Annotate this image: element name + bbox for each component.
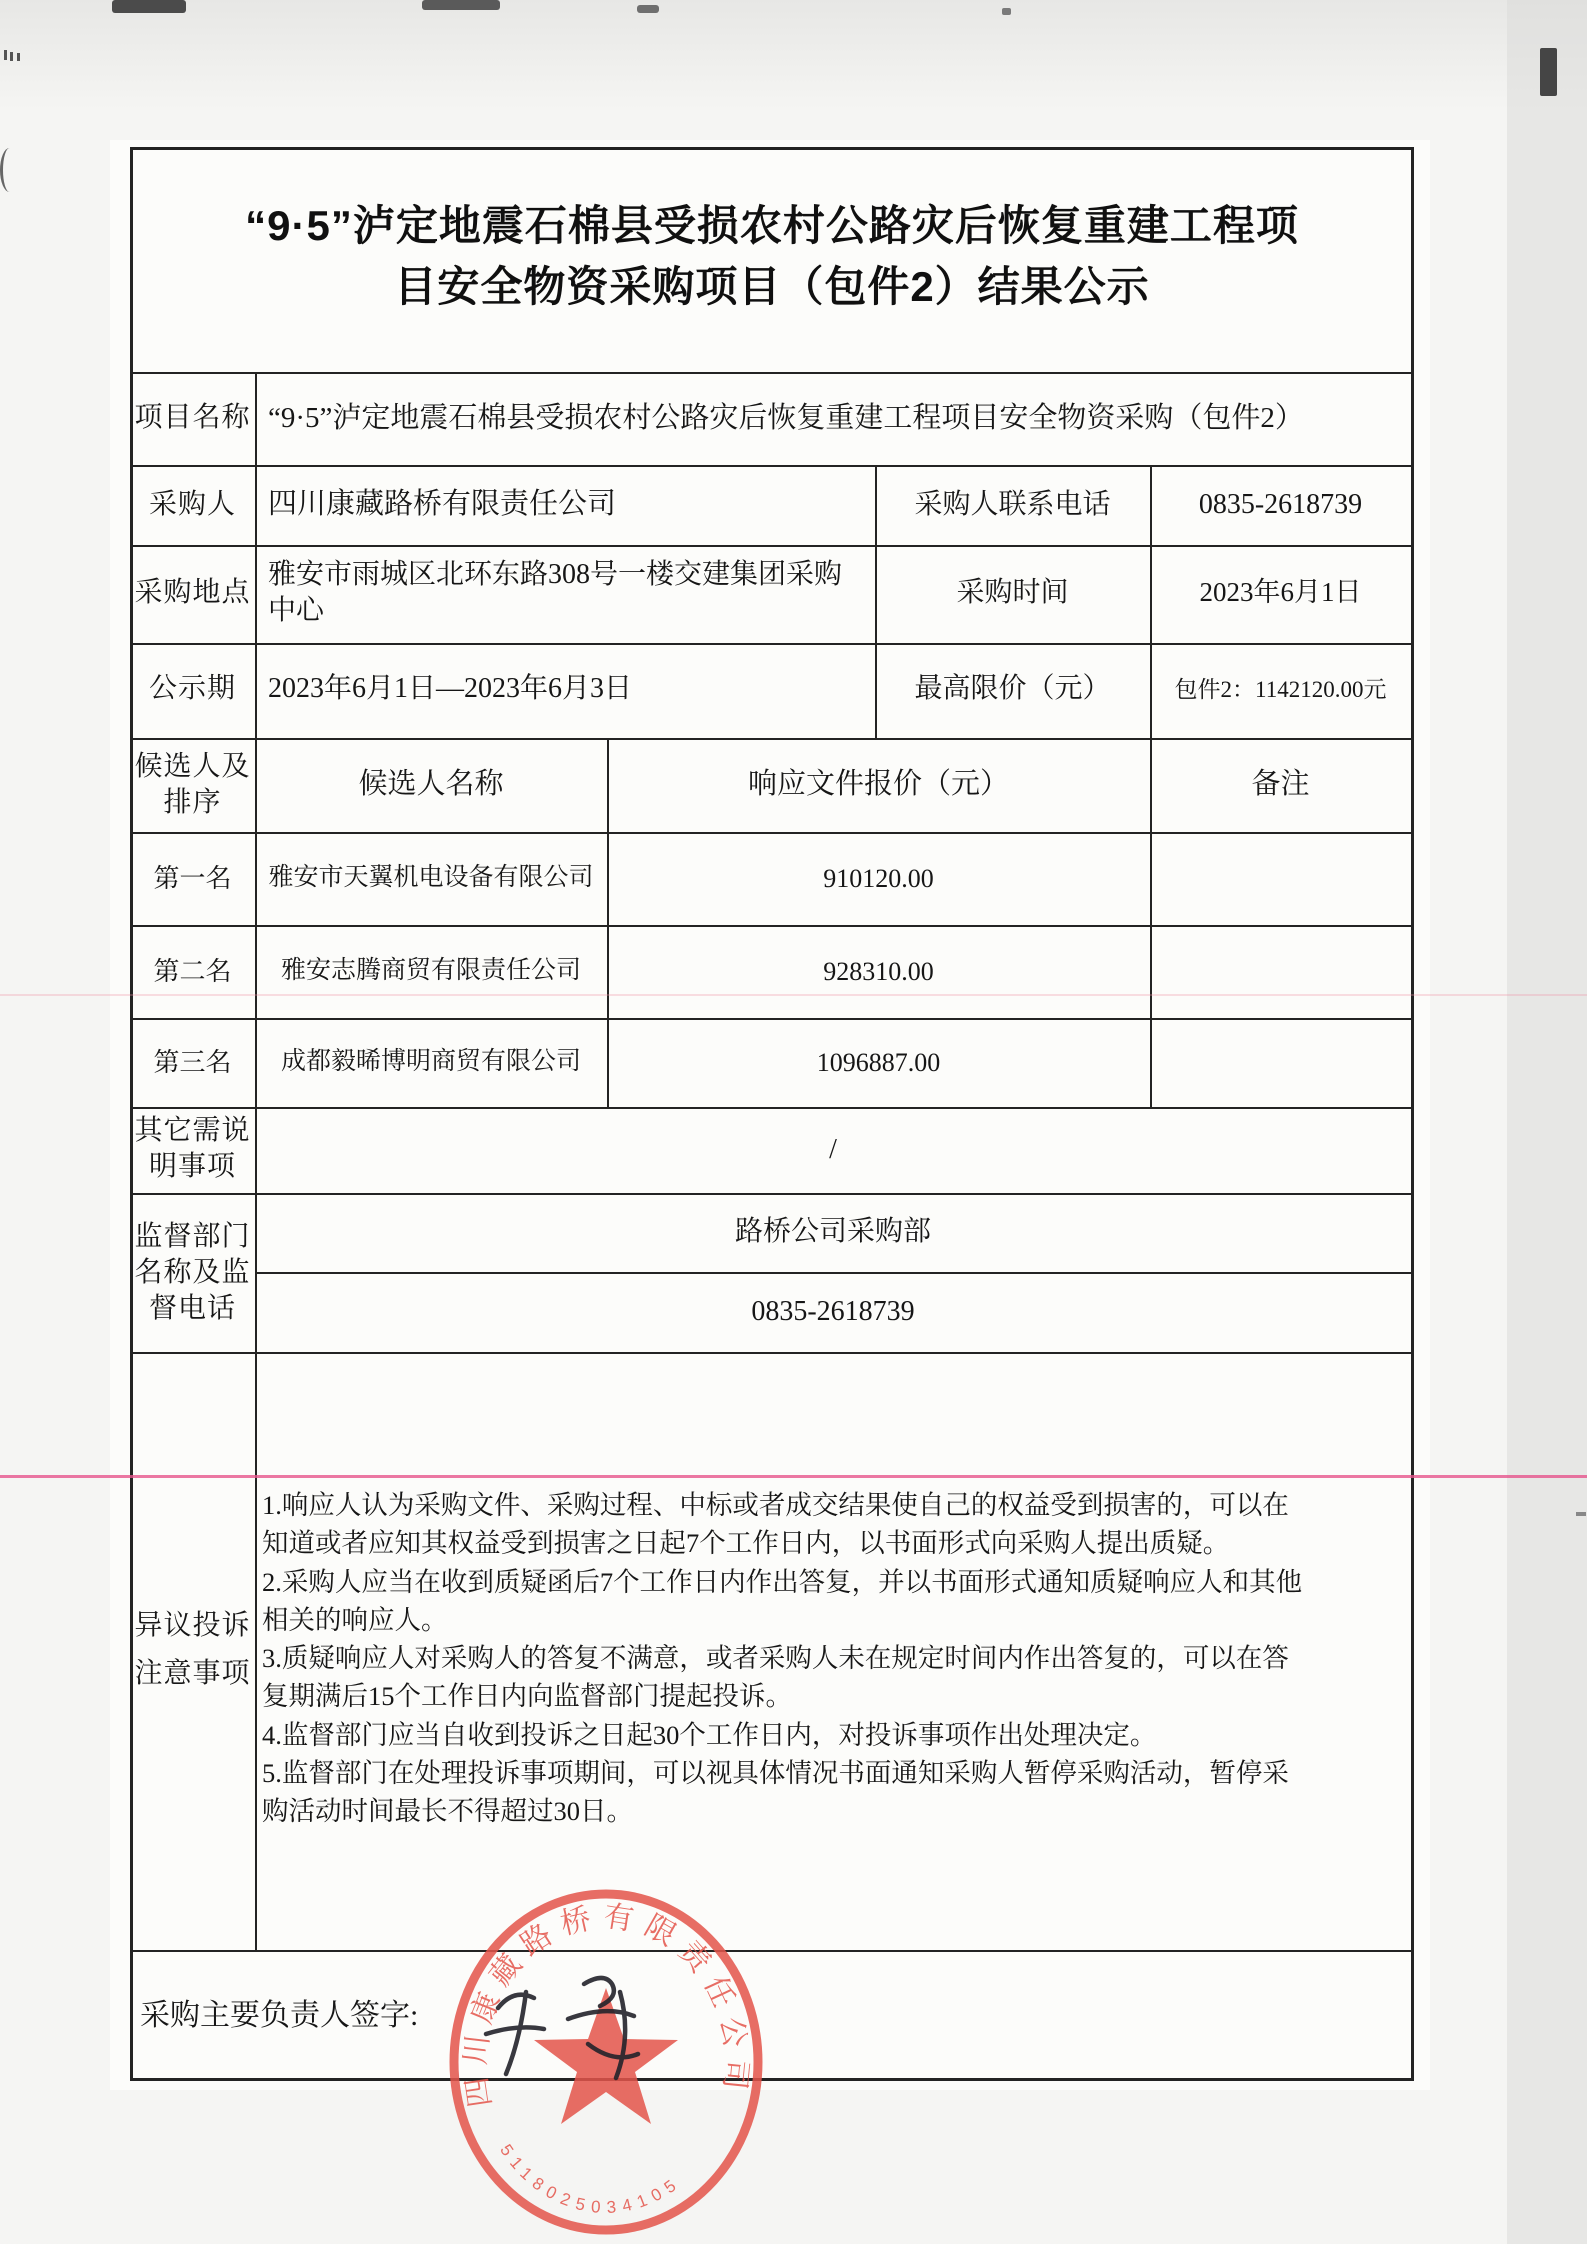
- publicity-period-label: 公示期: [148, 673, 236, 705]
- scan-shading-right: [1507, 0, 1587, 2244]
- purchaser-phone-label: 采购人联系电话: [914, 488, 1111, 520]
- objection-label: 异议投诉注意事项: [134, 1610, 251, 1689]
- table-line: [130, 372, 1414, 374]
- table-line: [1150, 465, 1152, 1107]
- candidate-rank: 第三名: [153, 1047, 232, 1077]
- table-line: [130, 465, 1414, 467]
- scan-speck: [1576, 1512, 1586, 1516]
- scan-smudge: [422, 0, 500, 10]
- document-title: [140, 196, 1404, 318]
- candidate-remark: [1152, 927, 1409, 1016]
- objection-line: 4.监督部门应当自收到投诉之日起30个工作日内，对投诉事项作出处理决定。: [262, 1719, 1157, 1750]
- table-line: [130, 1107, 1414, 1109]
- table-line: [130, 545, 1414, 547]
- purchase-time-label: 采购时间: [956, 576, 1069, 608]
- candidate-remark: [1152, 1020, 1409, 1105]
- purchaser-phone-value: 0835-2618739: [1198, 488, 1363, 520]
- signature-handwriting: [470, 1962, 680, 2092]
- price-limit-value: 包件2：1142120.00元: [1174, 676, 1387, 702]
- scan-smudge: [1540, 48, 1557, 96]
- table-border-top: [130, 147, 1414, 150]
- objection-line: 3.质疑响应人对采购人的答复不满意，或者采购人未在规定时间内作出答复的，可以在答: [262, 1643, 1289, 1674]
- objection-line: 购活动时间最长不得超过30日。: [262, 1796, 633, 1827]
- scan-shading-top: [0, 0, 1587, 110]
- objection-text: [262, 1486, 1405, 1831]
- candidate-name: 成都毅晞博明商贸有限公司: [280, 1048, 581, 1076]
- location-value: 雅安市雨城区北环东路308号一楼交建集团采购中心: [268, 558, 843, 626]
- scan-pink-line: [0, 1475, 1587, 1478]
- scan-smudge: [112, 0, 186, 13]
- table-line: [130, 738, 1414, 740]
- location-label: 采购地点: [134, 576, 251, 608]
- scan-speck: [10, 52, 13, 61]
- publicity-period-value: 2023年6月1日—2023年6月3日: [268, 673, 633, 705]
- candidate-name: 雅安志腾商贸有限责任公司: [280, 957, 581, 985]
- scan-smudge: [1002, 8, 1011, 15]
- supervision-department: 路桥公司采购部: [734, 1216, 931, 1248]
- candidate-bid: 1096887.00: [816, 1047, 941, 1077]
- project-name-value: “9·5”泸定地震石棉县受损农村公路灾后恢复重建工程项目安全物资采购（包件2）: [268, 401, 1304, 434]
- table-line: [130, 1018, 1414, 1020]
- objection-line: 相关的响应人。: [262, 1604, 448, 1635]
- signature-label: 采购主要负责人签字:: [140, 1998, 419, 2032]
- candidate-rank: 第二名: [153, 956, 232, 986]
- table-line: [130, 1193, 1414, 1195]
- candidate-remark: [1152, 834, 1409, 923]
- candidate-remark-header: 备注: [1251, 768, 1310, 801]
- table-line: [130, 925, 1414, 927]
- stamp-number-text: 5118025034105: [496, 2140, 686, 2218]
- table-border-left: [130, 147, 133, 2081]
- candidate-bid: 910120.00: [823, 863, 934, 893]
- objection-line: 知道或者应知其权益受到损害之日起7个工作日内，以书面形式向采购人提出质疑。: [262, 1528, 1230, 1559]
- objection-line: 2.采购人应当在收到质疑函后7个工作日内作出答复，并以书面形式通知质疑响应人和其他: [262, 1566, 1303, 1597]
- purchase-time-value: 2023年6月1日: [1199, 577, 1362, 608]
- scan-smudge: [637, 5, 659, 13]
- table-line: [255, 372, 257, 1950]
- price-limit-label: 最高限价（元）: [914, 673, 1111, 705]
- supervision-phone: 0835-2618739: [751, 1295, 915, 1327]
- other-notes-value: /: [829, 1133, 837, 1165]
- scan-pink-faint-line: [0, 994, 1587, 996]
- candidate-bid: 928310.00: [823, 956, 934, 986]
- other-notes-label: 其它需说明事项: [134, 1115, 251, 1182]
- stamp-company-text: 四川康藏路桥有限责任公司: [458, 1899, 754, 2110]
- objection-line: 复期满后15个工作日内向监督部门提起投诉。: [262, 1681, 792, 1712]
- table-border-right: [1411, 147, 1414, 2081]
- table-line: [130, 832, 1414, 834]
- table-line: [130, 1352, 1414, 1354]
- candidates-section-label: 候选人及排序: [134, 750, 251, 818]
- scan-paren-mark: [0, 148, 19, 192]
- purchaser-label: 采购人: [148, 488, 236, 520]
- candidate-name-header: 候选人名称: [358, 768, 504, 801]
- candidate-rank: 第一名: [153, 863, 232, 893]
- candidate-bid-header: 响应文件报价（元）: [747, 768, 1009, 801]
- document-title-line2: 目安全物资采购项目（包件2）结果公示: [394, 262, 1150, 310]
- table-line: [875, 465, 877, 738]
- table-line: [607, 738, 609, 1107]
- candidate-name: 雅安市天翼机电设备有限公司: [268, 864, 594, 892]
- objection-line: 1.响应人认为采购文件、采购过程、中标或者成交结果使自己的权益受到损害的，可以在: [262, 1490, 1289, 1520]
- table-line: [255, 1272, 1414, 1274]
- objection-line: 5.监督部门在处理投诉事项期间，可以视具体情况书面通知采购人暂停采购活动，暂停采: [262, 1758, 1289, 1789]
- scan-speck: [4, 50, 7, 60]
- purchaser-value: 四川康藏路桥有限责任公司: [268, 488, 617, 521]
- supervision-label: 监督部门名称及监督电话: [134, 1220, 251, 1324]
- project-name-label: 项目名称: [134, 402, 251, 434]
- scan-speck: [17, 53, 20, 61]
- document-title-line1: “9·5”泸定地震石棉县受损农村公路灾后恢复重建工程项: [245, 202, 1299, 249]
- table-line: [130, 643, 1414, 645]
